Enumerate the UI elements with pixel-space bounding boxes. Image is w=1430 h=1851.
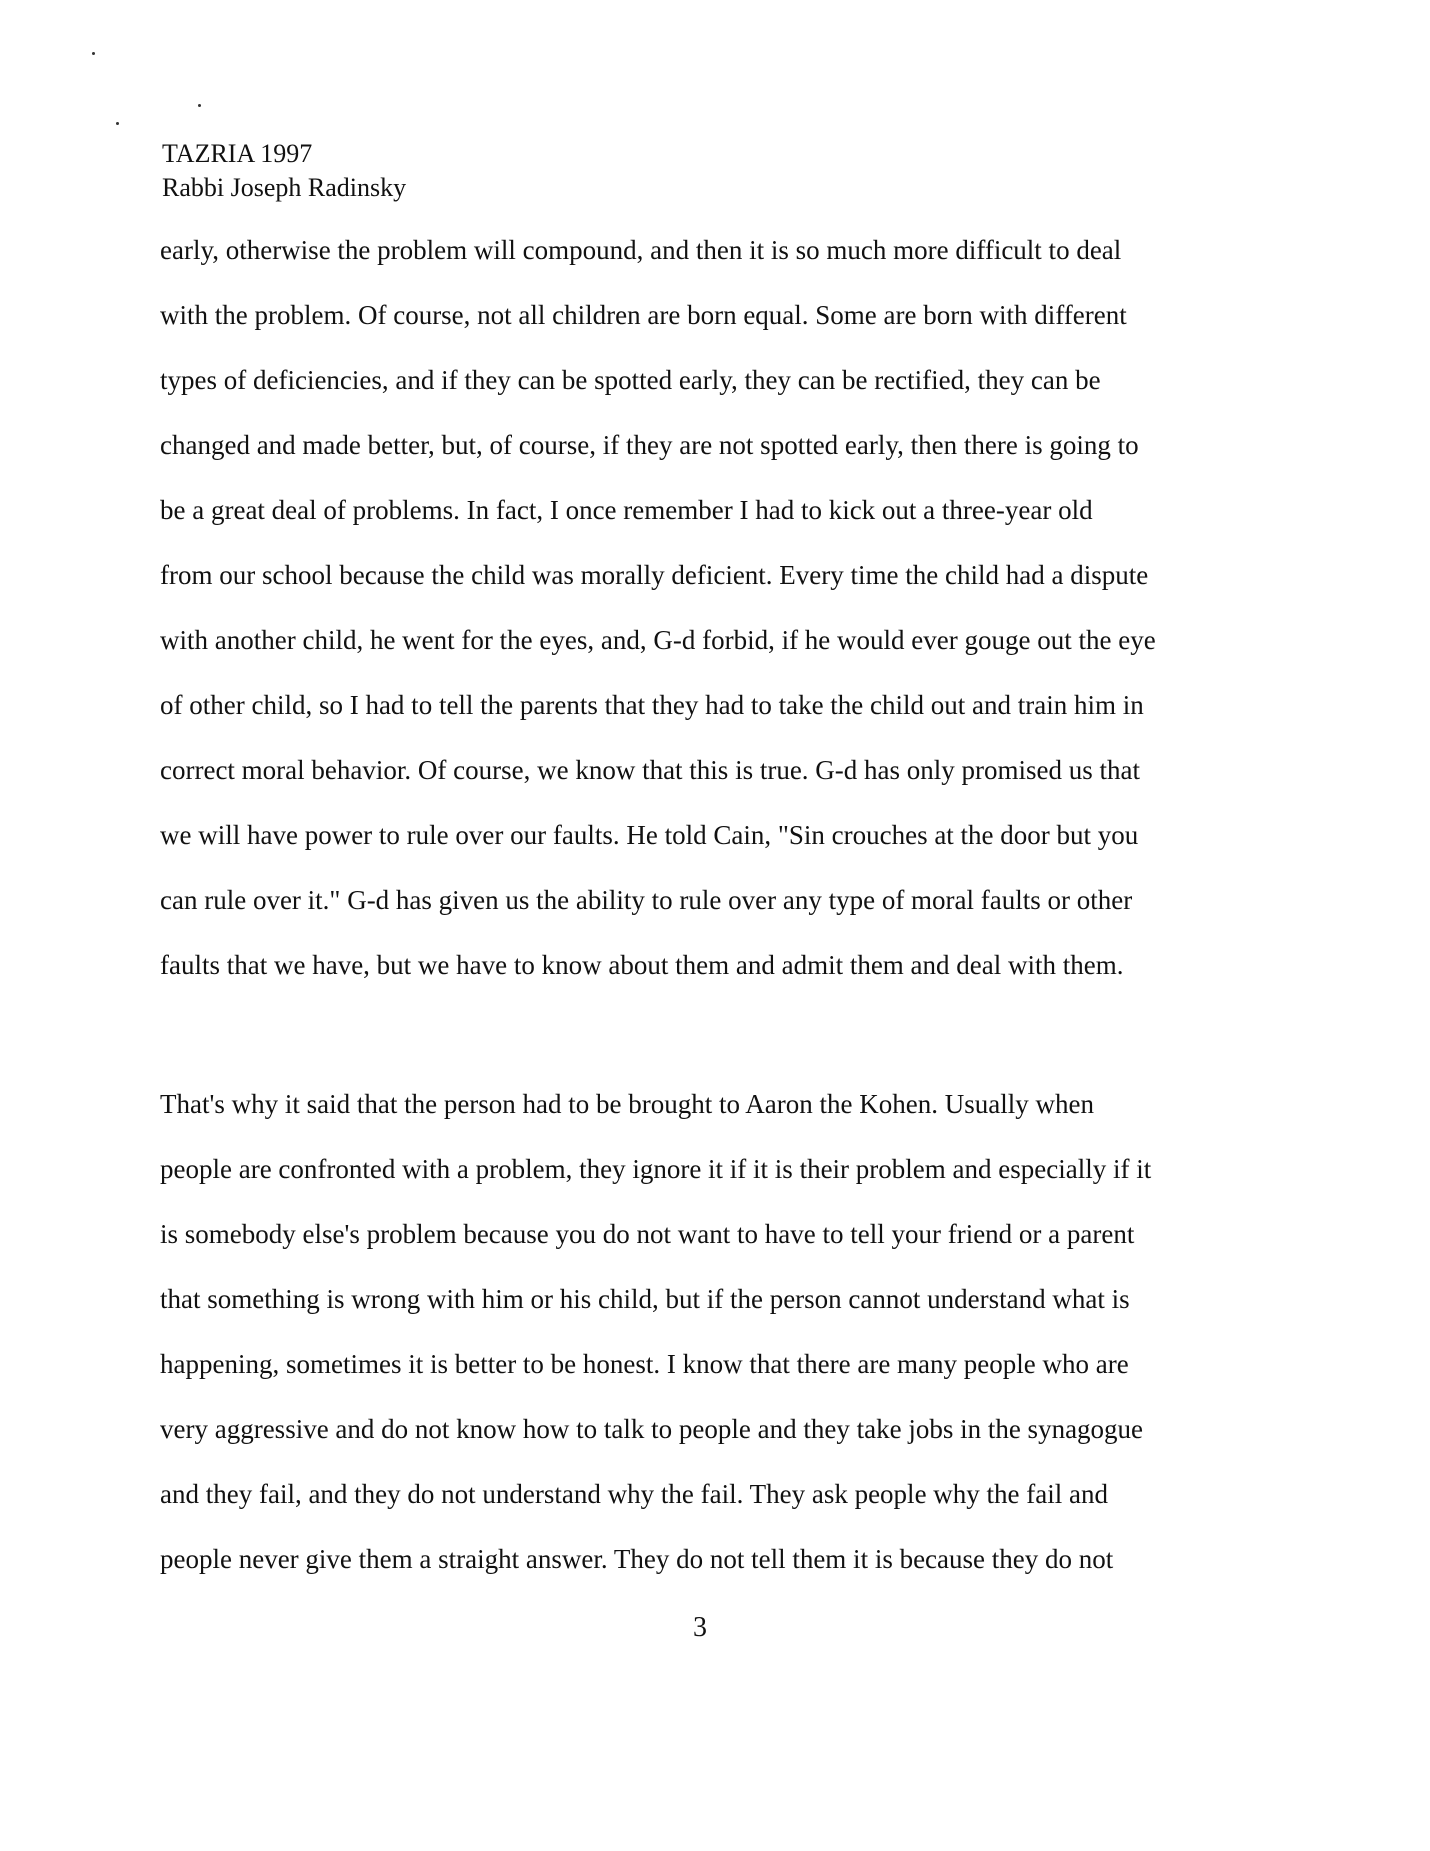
paragraph-1 — [160, 230, 1260, 1010]
scan-speck — [92, 52, 95, 55]
text-line: from our school because the child was morally deficient. Every time the child had a dispute — [160, 560, 1149, 590]
text-line: changed and made better, but, of course, if they are not spotted early, then there is going to — [160, 430, 1139, 460]
text-line: and they fail, and they do not understand why the fail. They ask people why the fail and — [160, 1479, 1108, 1509]
paragraph-2 — [160, 1084, 1260, 1604]
scan-speck — [116, 122, 119, 125]
text-line: people never give them a straight answer. They do not tell them it is because they do not — [160, 1544, 1114, 1574]
document-header — [162, 137, 406, 205]
document-author: Rabbi Joseph Radinsky — [162, 173, 407, 202]
text-line: people are confronted with a problem, they ignore it if it is their problem and especially if it — [160, 1154, 1152, 1184]
text-line: very aggressive and do not know how to talk to people and they take jobs in the synagogue — [160, 1414, 1144, 1444]
text-line: we will have power to rule over our faults. He told Cain, "Sin crouches at the door but you — [160, 820, 1139, 850]
page-number: 3 — [693, 1612, 707, 1643]
scan-speck — [198, 104, 201, 107]
text-line: faults that we have, but we have to know about them and admit them and deal with them. — [160, 950, 1124, 980]
text-line: correct moral behavior. Of course, we know that this is true. G-d has only promised us that — [160, 755, 1141, 785]
document-title: TAZRIA 1997 — [162, 139, 313, 168]
text-line: that something is wrong with him or his child, but if the person cannot understand what is — [160, 1284, 1130, 1314]
text-line: types of deficiencies, and if they can be spotted early, they can be rectified, they can be — [160, 365, 1101, 395]
text-line: can rule over it." G-d has given us the ability to rule over any type of moral faults or other — [160, 885, 1133, 915]
text-line: is somebody else's problem because you do not want to have to tell your friend or a parent — [160, 1219, 1135, 1249]
text-line: with another child, he went for the eyes, and, G-d forbid, if he would ever gouge out the eye — [160, 625, 1156, 655]
text-line: be a great deal of problems. In fact, I once remember I had to kick out a three-year old — [160, 495, 1093, 525]
text-line: happening, sometimes it is better to be honest. I know that there are many people who are — [160, 1349, 1129, 1379]
text-line: That's why it said that the person had to be brought to Aaron the Kohen. Usually when — [160, 1089, 1094, 1119]
text-line: of other child, so I had to tell the parents that they had to take the child out and train him in — [160, 690, 1144, 720]
text-line: with the problem. Of course, not all children are born equal. Some are born with different — [160, 300, 1127, 330]
text-line: early, otherwise the problem will compound, and then it is so much more difficult to deal — [160, 235, 1122, 265]
